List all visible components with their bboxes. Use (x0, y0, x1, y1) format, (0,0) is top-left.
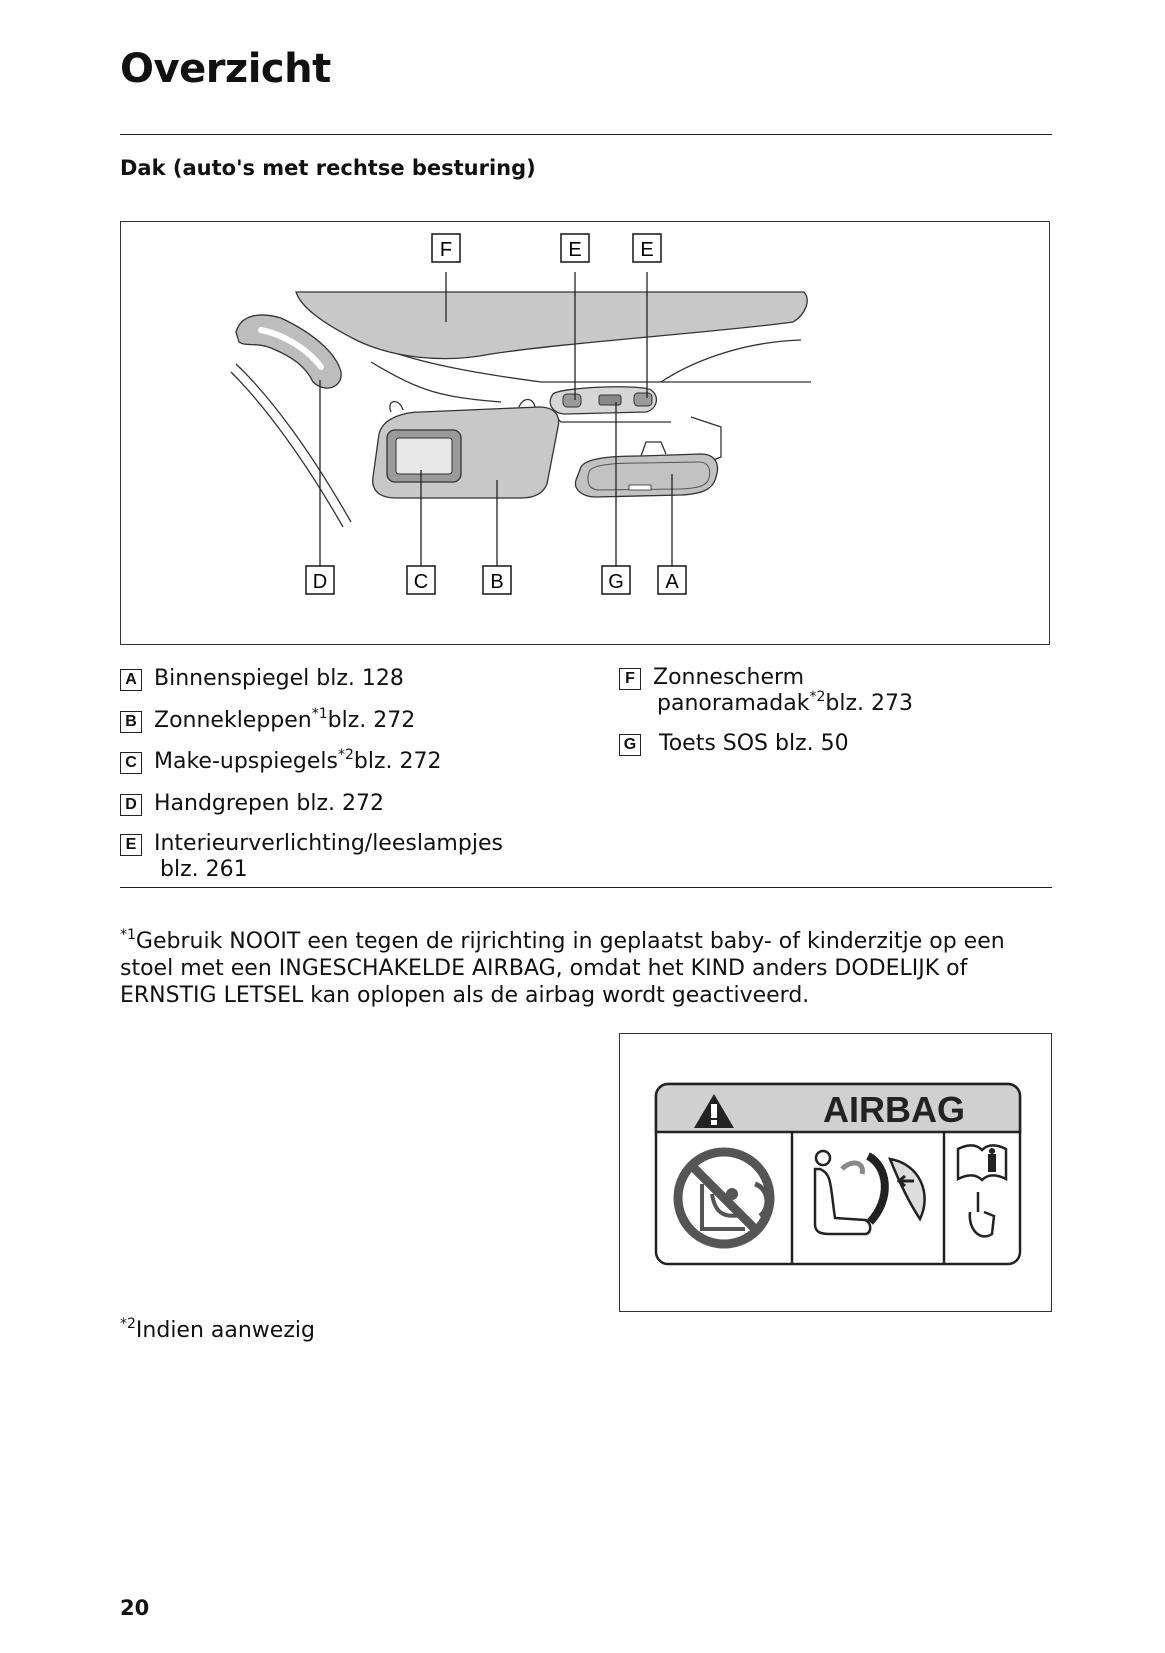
legend-key: A (120, 669, 142, 691)
reading-light-right (634, 393, 652, 406)
legend-item-a (120, 666, 404, 692)
footnote-ref: *2 (337, 747, 354, 763)
legend-page-ref: blz. 272 (353, 749, 442, 774)
legend-item-e (120, 831, 503, 883)
callout-e-left: E (568, 239, 582, 261)
footnote-1 (120, 928, 1040, 1009)
page-number: 20 (120, 1596, 150, 1620)
bottom-callouts (306, 566, 686, 594)
legend-item-b (120, 708, 415, 734)
callout-d: D (312, 571, 328, 593)
roof-diagram (120, 221, 1050, 645)
legend-text: Make-upspiegels (154, 749, 338, 774)
legend-text: Zonnekleppen (154, 708, 312, 733)
legend-text: Zonnescherm (653, 665, 805, 690)
legend-item-c (120, 749, 441, 775)
callout-c: C (413, 571, 429, 593)
legend-key: G (619, 734, 641, 756)
callout-b: B (490, 571, 504, 593)
section-title: Dak (auto's met rechtse besturing) (120, 156, 536, 180)
callout-a: A (665, 571, 679, 593)
airbag-warning-label-frame (619, 1033, 1052, 1312)
legend-key: D (120, 794, 142, 816)
legend-continuation: blz. 261 (160, 857, 248, 882)
footnote-ref: *2 (809, 689, 826, 705)
roof-diagram-illustration (121, 222, 1051, 646)
legend-item-g (619, 731, 849, 757)
footnote-mark: *2 (120, 1316, 136, 1332)
grab-handle (236, 315, 341, 388)
airbag-title: AIRBAG (823, 1089, 965, 1130)
top-callouts (432, 234, 661, 262)
legend-key: F (619, 668, 641, 690)
legend-key: B (120, 711, 142, 733)
footnote-text: Indien aanwezig (135, 1318, 315, 1343)
top-divider (120, 134, 1052, 135)
callout-e-right: E (640, 239, 654, 261)
legend-key: C (120, 752, 142, 774)
airbag-warning-label (620, 1034, 1053, 1313)
legend-key: E (120, 834, 142, 856)
panoramic-roof (296, 292, 807, 359)
legend-text: Interieurverlichting/leeslampjes (154, 831, 503, 856)
footnote-mark: *1 (120, 927, 136, 943)
page-title: Overzicht (120, 46, 331, 92)
legend-continuation: panoramadak (657, 691, 810, 716)
legend-page-ref: blz. 273 (825, 691, 914, 716)
legend-text: Binnenspiegel blz. 128 (154, 666, 404, 691)
legend-item-d (120, 791, 384, 817)
callout-f: F (439, 239, 453, 261)
legend-item-f (619, 665, 913, 717)
footnote-ref: *1 (311, 706, 328, 722)
legend-text: Handgrepen blz. 272 (154, 791, 385, 816)
legend-divider (120, 887, 1052, 888)
footnote-2 (120, 1318, 315, 1343)
sos-button (599, 395, 621, 405)
legend-text: Toets SOS blz. 50 (659, 731, 849, 756)
rear-view-mirror (575, 454, 717, 497)
reading-light-left (563, 394, 581, 407)
footnote-text: Gebruik NOOIT een tegen de rijrichting in geplaatst baby- of kinderzitje op een stoel met een INGESCHAKELDE AIRBAG, omdat het KIND anders DODELIJK of ERNSTIG LETSEL kan oplopen als de airbag wordt geactiveerd. (120, 929, 1005, 1008)
callout-g: G (608, 571, 624, 593)
legend-page-ref: blz. 272 (327, 708, 416, 733)
